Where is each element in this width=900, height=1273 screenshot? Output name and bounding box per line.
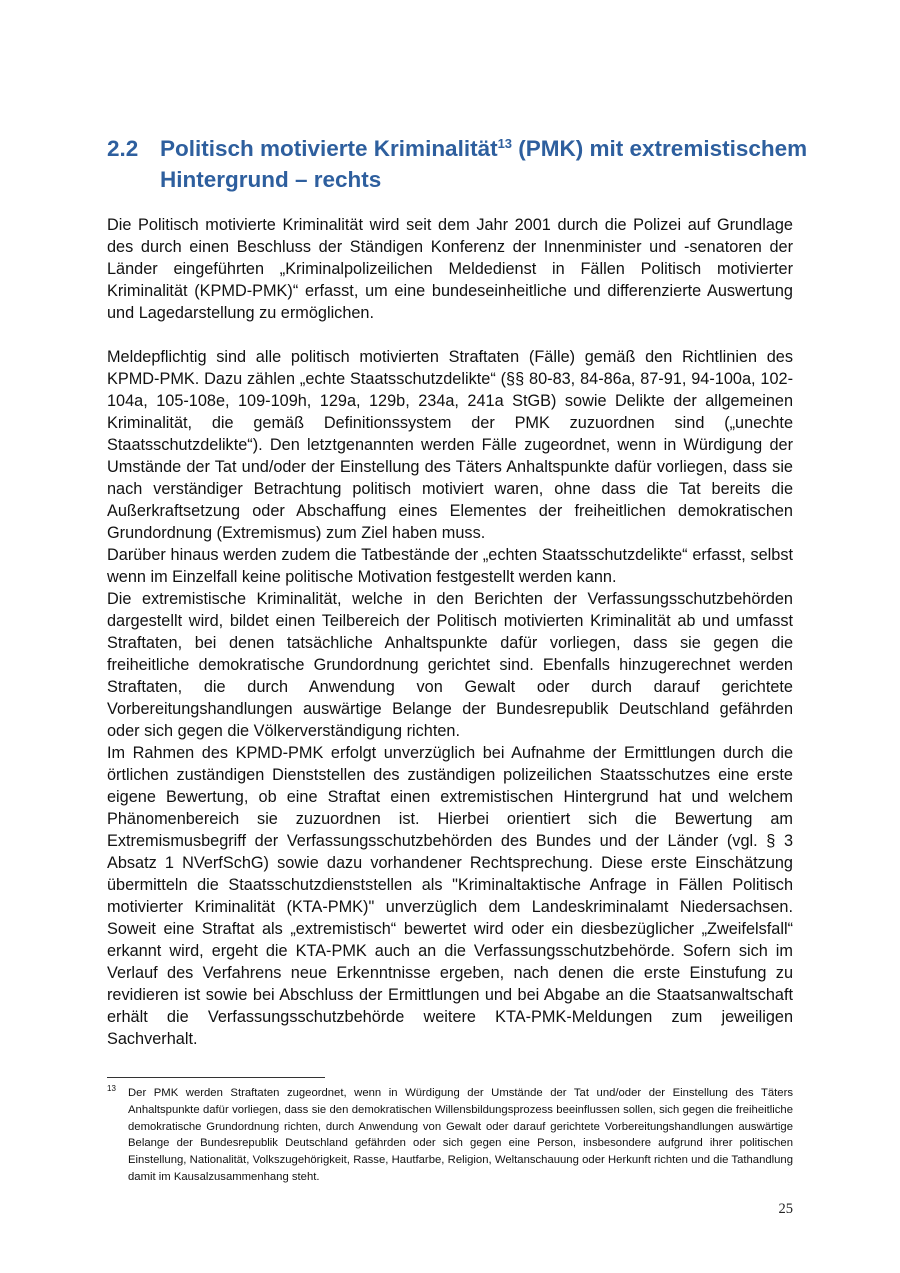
footnote-marker: 13 [107,1084,116,1093]
paragraph-kpmd-procedure: Im Rahmen des KPMD-PMK erfolgt unverzüglich bei Aufnahme der Ermittlungen durch die örtlichen zuständigen Dienststellen des zuständigen polizeilichen Staatsschutzes eine erste eigene Bewertung, ob eine Straftat einen extremistischen Hintergrund hat und welchem Phänomenbereich sie zuzuordnen ist. Hierbei orientiert sich die Bewertung am Extremismusbegriff der Verfassungsschutzbehörden des Bundes und der Länder (vgl. § 3 Absatz 1 NVerfSchG) sowie dazu vorhandener Rechtsprechung. Diese erste Einschätzung übermitteln die Staatsschutzdienststellen als "Kriminaltaktische Anfrage in Fällen Politisch motivierter Kriminalität (KTA-PMK)" unverzüglich dem Landeskriminalamt Niedersachsen. Soweit eine Straftat als „extremistisch“ bewertet wird oder ein diesbezüglicher „Zweifelsfall“ erkannt wird, ergeht die KTA-PMK auch an die Verfassungsschutzbehörde. Sofern sich im Verlauf des Verfahrens neue Erkenntnisse ergeben, nach denen die erste Einstufung zu revidieren ist sowie bei Abschluss der Ermittlungen und bei Abgabe an die Staatsanwaltschaft erhält die Verfassungsschutzbehörde weitere KTA-PMK-Meldungen zum jeweiligen Sachverhalt. [107,744,793,1048]
section-title-part2: (PMK) mit extremistischem Hintergrund – rechts [160,136,808,192]
paragraph-state-protection: Darüber hinaus werden zudem die Tatbestände der „echten Staatsschutzdelikte“ erfasst, selbst wenn im Einzelfall keine politische Motivation festgestellt werden kann. [107,546,793,586]
paragraph-extremist-crime: Die extremistische Kriminalität, welche in den Berichten der Verfassungsschutzbehörden dargestellt wird, bildet einen Teilbereich der Politisch motivierten Kriminalität ab und umfasst Straftaten, bei denen tatsächliche Anhaltspunkte dafür vorliegen, dass sie gegen die freiheitliche demokratische Grundordnung gerichtet sind. Ebenfalls hinzugerechnet werden Straftaten, die durch Anwendung von Gewalt oder durch darauf gerichtete Vorbereitungshandlungen auswärtige Belange der Bundesrepublik Deutschland gefährden oder sich gegen die Völkerverständigung richten. [107,590,793,740]
footnote-reference[interactable]: 13 [497,136,513,151]
section-title-part1: Politisch motivierte Kriminalität [160,136,498,161]
section-number: 2.2 [107,136,139,161]
body-text [107,214,793,1050]
section-title [160,133,810,195]
paragraph-intro: Die Politisch motivierte Kriminalität wird seit dem Jahr 2001 durch die Polizei auf Grundlage des durch einen Beschluss der Ständigen Konferenz der Innenminister und -senatoren der Länder eingeführten „Kriminalpolizeilichen Meldedienst in Fällen Politisch motivierter Kriminalität (KPMD-PMK)“ erfasst, um eine bundeseinheitliche und differenzierte Auswertung und Lagedarstellung zu ermöglichen. [107,216,793,322]
page-number: 25 [778,1201,793,1217]
paragraph-reporting-duty: Meldepflichtig sind alle politisch motivierten Straftaten (Fälle) gemäß den Richtlinien des KPMD-PMK. Dazu zählen „echte Staatsschutzdelikte“ (§§ 80-83, 84-86a, 87-91, 94-100a, 102-104a, 105-108e, 109-109h, 129a, 129b, 234a, 241a StGB) sowie Delikte der allgemeinen Kriminalität, die gemäß Definitionssystem der PMK zuzuordnen sind („unechte Staatsschutzdelikte“). Den letztgenannten werden Fälle zugeordnet, wenn in Würdigung der Umstände der Tat und/oder der Einstellung des Täters Anhaltspunkte dafür vorliegen, dass sie nach verständiger Betrachtung politisch motiviert waren, ohne dass die Tat bereits die Außerkraftsetzung oder Abschaffung eines Elementes der freiheitlichen demokratischen Grundordnung (Extremismus) zum Ziel haben muss. [107,348,793,542]
footnote-divider [107,1077,325,1078]
footnote-text: Der PMK werden Straftaten zugeordnet, wenn in Würdigung der Umstände der Tat und/oder der Einstellung des Täters Anhaltspunkte dafür vorliegen, dass sie den demokratischen Willensbildungsprozess beeinflussen sollen, sich gegen die freiheitliche demokratische Grundordnung richten, durch Anwendung von Gewalt oder darauf gerichtete Vorbereitungshandlungen auswärtige Belange der Bundesrepublik Deutschland gefährden oder sich gegen eine Person, insbesondere aufgrund ihrer politischen Einstellung, Nationalität, Volkszugehörigkeit, Rasse, Hautfarbe, Religion, Weltanschauung oder Herkunft richten und die Tathandlung damit im Kausalzusammenhang steht. [128,1087,793,1183]
footnote [107,1085,793,1186]
